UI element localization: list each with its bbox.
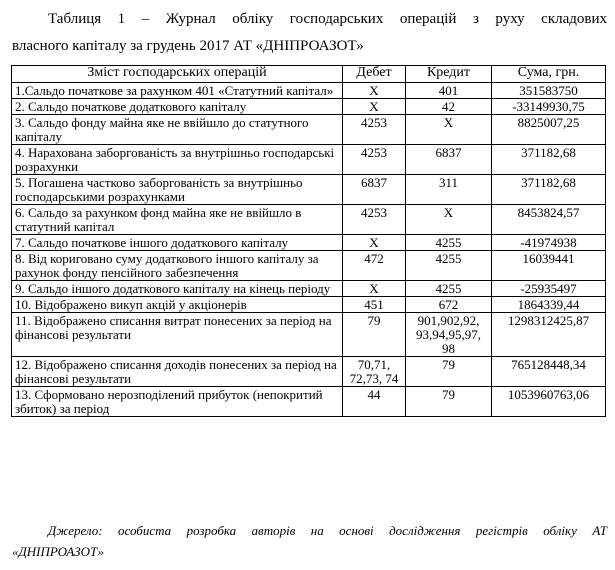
cell-content: 5. Погашена частково заборгованість за внутрішньо господарськими розрахунками (12, 175, 343, 205)
cell-sum: -41974938 (492, 235, 606, 251)
cell-debit: 451 (343, 297, 406, 313)
operations-journal-table (11, 65, 606, 417)
cell-debit: 6837 (343, 175, 406, 205)
cell-credit: 4255 (406, 235, 492, 251)
cell-debit: 79 (343, 313, 406, 357)
table-row (12, 205, 606, 235)
cell-credit: 4255 (406, 281, 492, 297)
cell-content: 12. Відображено списання доходів понесених за період на фінансові результати (12, 357, 343, 387)
table-row (12, 251, 606, 281)
source-line-1: Джерело: особиста розробка авторів на основі дослідження регістрів обліку АТ (48, 523, 607, 538)
cell-sum: 371182,68 (492, 175, 606, 205)
cell-debit: Х (343, 281, 406, 297)
cell-content: 11. Відображено списання витрат понесених за період на фінансові результати (12, 313, 343, 357)
cell-content: 10. Відображено викуп акцій у акціонерів (12, 297, 343, 313)
table-row (12, 115, 606, 145)
cell-credit: Х (406, 115, 492, 145)
cell-credit: Х (406, 205, 492, 235)
cell-credit: 901,902,92, 93,94,95,97, 98 (406, 313, 492, 357)
table-header-row (12, 66, 606, 83)
caption-line-2: власного капіталу за грудень 2017 АТ «ДНІПРОАЗОТ» (12, 38, 364, 54)
header-content: Зміст господарських операцій (12, 66, 343, 83)
header-sum: Сума, грн. (492, 66, 606, 83)
cell-credit: 42 (406, 99, 492, 115)
table-row (12, 281, 606, 297)
cell-debit: 70,71, 72,73, 74 (343, 357, 406, 387)
table-row (12, 357, 606, 387)
table-row (12, 145, 606, 175)
table-row (12, 387, 606, 417)
cell-content: 2. Сальдо початкове додаткового капіталу (12, 99, 343, 115)
cell-debit: Х (343, 83, 406, 99)
cell-sum: -25935497 (492, 281, 606, 297)
source-note (12, 520, 607, 562)
table-caption (12, 6, 607, 60)
cell-debit: Х (343, 99, 406, 115)
table-row (12, 313, 606, 357)
cell-debit: 4253 (343, 115, 406, 145)
cell-content: 9. Сальдо іншого додаткового капіталу на кінець періоду (12, 281, 343, 297)
cell-content: 1.Сальдо початкове за рахунком 401 «Статутний капітал» (12, 83, 343, 99)
cell-debit: Х (343, 235, 406, 251)
cell-content: 13. Сформовано нерозподілений прибуток (непокритий збиток) за період (12, 387, 343, 417)
cell-content: 7. Сальдо початкове іншого додаткового капіталу (12, 235, 343, 251)
cell-sum: 8453824,57 (492, 205, 606, 235)
cell-sum: 1298312425,87 (492, 313, 606, 357)
cell-sum: 371182,68 (492, 145, 606, 175)
cell-content: 4. Нарахована заборгованість за внутрішньо господарські розрахунки (12, 145, 343, 175)
table-row (12, 297, 606, 313)
cell-credit: 672 (406, 297, 492, 313)
cell-credit: 6837 (406, 145, 492, 175)
caption-line-1: Таблиця 1 – Журнал обліку господарських операцій з руху складових (48, 11, 607, 27)
table-row (12, 99, 606, 115)
table-row (12, 175, 606, 205)
cell-sum: 8825007,25 (492, 115, 606, 145)
cell-credit: 4255 (406, 251, 492, 281)
cell-sum: 1053960763,06 (492, 387, 606, 417)
table-row (12, 235, 606, 251)
cell-debit: 472 (343, 251, 406, 281)
cell-sum: -33149930,75 (492, 99, 606, 115)
cell-sum: 1864339,44 (492, 297, 606, 313)
table-row (12, 83, 606, 99)
cell-credit: 401 (406, 83, 492, 99)
cell-sum: 351583750 (492, 83, 606, 99)
header-credit: Кредит (406, 66, 492, 83)
cell-credit: 311 (406, 175, 492, 205)
cell-debit: 4253 (343, 145, 406, 175)
cell-credit: 79 (406, 357, 492, 387)
cell-content: 3. Сальдо фонду майна яке не ввійшло до статутного капіталу (12, 115, 343, 145)
cell-debit: 4253 (343, 205, 406, 235)
cell-content: 6. Сальдо за рахунком фонд майна яке не ввійшло в статутний капітал (12, 205, 343, 235)
cell-sum: 16039441 (492, 251, 606, 281)
cell-debit: 44 (343, 387, 406, 417)
cell-content: 8. Від кориговано суму додаткового іншого капіталу за рахунок фонду пенсійного забезпечення (12, 251, 343, 281)
cell-credit: 79 (406, 387, 492, 417)
cell-sum: 765128448,34 (492, 357, 606, 387)
source-line-2: «ДНІПРОАЗОТ» (12, 544, 105, 559)
header-debit: Дебет (343, 66, 406, 83)
